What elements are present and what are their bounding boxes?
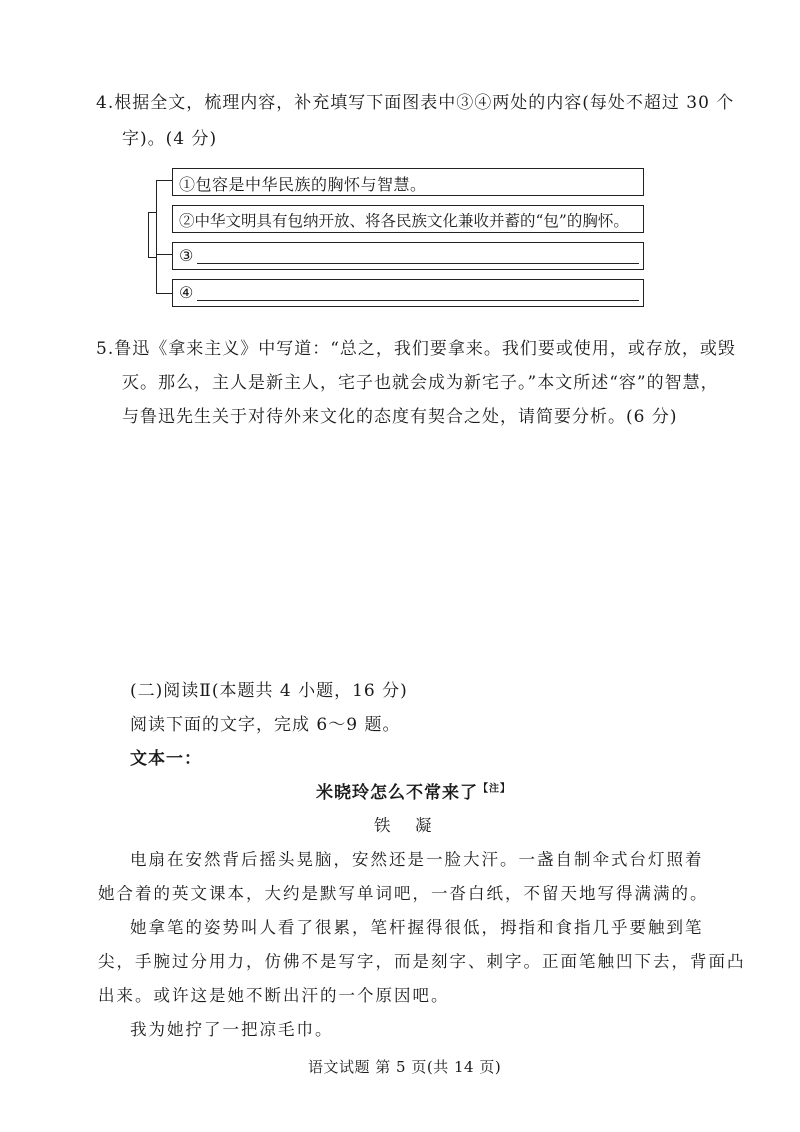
- story-p1-line2: 她合着的英文课本，大约是默写单词吧，一沓白纸，不留天地写得满满的。: [98, 884, 709, 903]
- story-p2-line3: 出来。或许这是她不断出汗的一个原因吧。: [98, 986, 450, 1005]
- story-title-text: 米晓玲怎么不常来了: [316, 783, 478, 803]
- q5-line1: 5.鲁迅《拿来主义》中写道：“总之，我们要拿来。我们要或使用，或存放，或毁: [96, 339, 736, 359]
- section2-instruction: 阅读下面的文字，完成 6～9 题。: [130, 715, 401, 735]
- chart-box-2-text: ②中华文明具有包纳开放、将各民族文化兼收并蓄的“包”的胸怀。: [179, 212, 629, 230]
- chart-box-2: [172, 205, 644, 233]
- chart-box-3[interactable]: [172, 242, 644, 270]
- story-title: [316, 778, 511, 803]
- story-p1-line1: 电扇在安然背后摇头晃脑，安然还是一脸大汗。一盏自制伞式台灯照着: [130, 850, 704, 869]
- text-one-label: 文本一：: [130, 749, 202, 769]
- answer-line-3[interactable]: [197, 263, 639, 264]
- chart-box-1: [172, 168, 644, 196]
- q5-line3: 与鲁迅先生关于对待外来文化的态度有契合之处，请简要分析。(6 分): [122, 407, 678, 427]
- story-author: 铁 凝: [374, 816, 436, 835]
- story-p2-line1: 她拿笔的姿势叫人看了很累，笔杆握得很低，拇指和食指几乎要触到笔: [130, 918, 704, 937]
- chart-box-4[interactable]: [172, 279, 644, 307]
- q4-line2: 字)。(4 分): [122, 129, 218, 149]
- chart-bracket-tick-3: [156, 254, 172, 255]
- story-title-note: 【注】: [478, 783, 511, 795]
- chart-box-4-text: ④: [179, 283, 194, 302]
- story-p3: 我为她拧了一把凉毛巾。: [130, 1020, 334, 1039]
- story-p2-line2: 尖，手腕过分用力，仿佛不是写字，而是刻字、刺字。正面笔触凹下去，背面凸: [98, 952, 746, 971]
- chart-box-3-text: ③: [179, 246, 194, 265]
- chart-bracket-inner: [148, 212, 157, 258]
- chart-bracket-outer: [156, 180, 173, 294]
- page-footer: 语文试题 第 5 页(共 14 页): [308, 1058, 502, 1076]
- chart-box-1-text: ①包容是中华民族的胸怀与智慧。: [179, 175, 427, 194]
- section2-heading: (二)阅读Ⅱ(本题共 4 小题，16 分): [130, 681, 408, 701]
- q4-line1: 4.根据全文，梳理内容，补充填写下面图表中③④两处的内容(每处不超过 30 个: [96, 93, 735, 113]
- q5-line2: 灭。那么，主人是新主人，宅子也就会成为新宅子。”本文所述“容”的智慧，: [122, 373, 719, 393]
- answer-line-4[interactable]: [197, 300, 639, 301]
